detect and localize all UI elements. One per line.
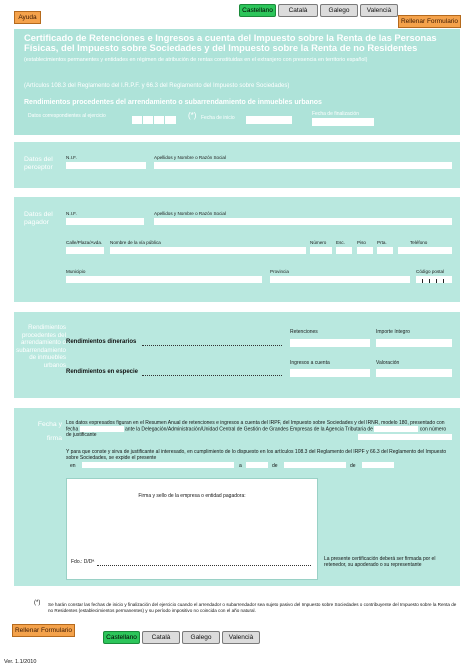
- perceptor-title: Datos del perceptor: [24, 156, 53, 171]
- street-field[interactable]: [110, 247, 306, 254]
- period-year-cells[interactable]: [132, 116, 176, 124]
- year-field[interactable]: [362, 462, 394, 468]
- perceptor-nif-field[interactable]: [66, 162, 146, 169]
- province-field[interactable]: [270, 276, 410, 283]
- lang-galego-top[interactable]: Galego: [320, 4, 358, 17]
- lang-valencia-top[interactable]: Valencià: [360, 4, 398, 17]
- asterisk-mark: (*): [188, 111, 197, 120]
- door-field[interactable]: [377, 247, 393, 254]
- version-label: Ver. 1.1/2010: [4, 659, 37, 665]
- signature-box[interactable]: [66, 478, 318, 580]
- number-label: Número: [310, 240, 327, 245]
- number-field[interactable]: [310, 247, 332, 254]
- rendimientos-panel: [14, 312, 460, 398]
- floor-label: Piso: [357, 240, 366, 245]
- municipality-label: Municipio: [66, 269, 86, 274]
- valoracion-label: Valoración: [376, 360, 400, 366]
- pagador-panel: [14, 197, 460, 302]
- receipt-number-field[interactable]: [358, 434, 452, 440]
- money-leader: [142, 345, 282, 346]
- lang-valencia-bottom[interactable]: Valencià: [222, 631, 260, 644]
- signer-label: Fdo.: D/Dª: [71, 559, 95, 565]
- street-type-label: Calle/Plaza/Avda.: [66, 240, 103, 245]
- province-label: Provincia: [270, 269, 289, 274]
- footnote-text: Se harán constar las fechas de inicio y finalización del ejercicio cuando el arrendador o subarrendador sea sujeto pasivo del Impuesto sobre Sociedades o contribuyente del Impuesto sobre la Renta de no Residentes (establecimientos permanentes) y su período impositivo no coincida con el año natural.: [48, 602, 457, 613]
- perceptor-panel: [14, 142, 460, 188]
- signature-note: La presente certificación deberá ser firmada por el retenedor, su apoderado o su representante: [324, 556, 436, 568]
- footnote-mark: (*): [34, 600, 41, 606]
- form-subtitle: Rendimientos procedentes del arrendamiento o subarrendamiento de inmuebles urbanos: [24, 99, 322, 106]
- importe-field[interactable]: [376, 339, 452, 347]
- municipality-field[interactable]: [66, 276, 262, 283]
- articles-note: (Artículos 108.3 del Reglamento del I.R.P.F. y 66.3 del Reglamento del Impuesto sobre Sociedades): [24, 83, 290, 89]
- stair-label: Esc.: [336, 240, 345, 245]
- place-field[interactable]: [82, 462, 234, 468]
- perceptor-name-label: Apellidos y Nombre o Razón Social: [154, 155, 227, 160]
- phone-label: Teléfono: [410, 240, 428, 245]
- perceptor-nif-label: N.I.F.: [66, 155, 77, 160]
- fill-form-button-bottom[interactable]: Rellenar Formulario: [12, 624, 75, 637]
- postcode-field[interactable]: [416, 276, 452, 283]
- floor-field[interactable]: [357, 247, 373, 254]
- stair-field[interactable]: [336, 247, 352, 254]
- lang-catala-top[interactable]: Català: [278, 4, 318, 17]
- door-label: Prta.: [377, 240, 387, 245]
- pagador-title: Datos del pagador: [24, 211, 53, 226]
- signer-line: [97, 565, 311, 566]
- valoracion-field[interactable]: [376, 369, 452, 377]
- street-label: Nombre de la vía pública: [110, 240, 161, 245]
- street-type-field[interactable]: [66, 247, 104, 254]
- de1-label: de: [272, 463, 278, 469]
- start-date-field[interactable]: [246, 116, 292, 124]
- kind-leader: [142, 375, 282, 376]
- perceptor-name-field[interactable]: [154, 162, 452, 169]
- ingresos-field[interactable]: [290, 369, 370, 377]
- ingresos-label: Ingresos a cuenta: [290, 360, 330, 366]
- retenciones-label: Retenciones: [290, 329, 318, 335]
- firma-panel: [14, 408, 460, 586]
- retenciones-field[interactable]: [290, 339, 370, 347]
- help-button[interactable]: Ayuda: [14, 11, 41, 24]
- pagador-nif-label: N.I.F.: [66, 211, 77, 216]
- kind-label: Rendimientos en especie: [66, 369, 139, 375]
- de2-label: de: [350, 463, 356, 469]
- end-date-label: Fecha de finalización: [312, 111, 359, 117]
- period-label: Datos correspondientes al ejercicio: [28, 113, 106, 119]
- lang-castellano-top[interactable]: Castellano: [239, 4, 276, 17]
- lang-castellano-bottom[interactable]: Castellano: [103, 631, 140, 644]
- firma-title: Fecha y firma: [37, 421, 62, 442]
- money-label: Rendimientos dinerarios: [66, 339, 137, 345]
- postcode-label: Código postal: [416, 269, 445, 274]
- firma-paragraph-2: Y para que conste y sirva de justificante al interesado, en cumplimiento de lo dispuesto en los artículos 108.3 del Reglamento del IRPF y 66.3 del Reglamento del Impuesto sobre Sociedades, se expide el presente: [66, 449, 447, 461]
- pagador-name-field[interactable]: [154, 218, 452, 225]
- pagador-nif-field[interactable]: [66, 218, 144, 225]
- start-date-label: Fecha de inicio: [201, 115, 235, 121]
- firma-para1a: Los datos expresados figuran en el Resumen Anual de retenciones e ingresos a cuenta del IRPF, del Impuesto sobre Sociedades y del IRNR, modelo 180, presentado con fecha: [66, 420, 445, 433]
- rendimientos-title: Rendimientos procedentes del arrendamiento o subarrendamiento de inmuebles urbanos: [16, 324, 66, 369]
- end-date-field[interactable]: [312, 118, 374, 126]
- seal-label: Firma y sello de la empresa o entidad pagadora:: [138, 493, 246, 499]
- agency-field[interactable]: [374, 426, 418, 432]
- firma-para1c: con número de justificante: [66, 426, 447, 439]
- importe-label: Importe íntegro: [376, 329, 410, 335]
- day-field[interactable]: [246, 462, 268, 468]
- presentation-date-field[interactable]: [80, 426, 124, 432]
- lang-catala-bottom[interactable]: Català: [142, 631, 180, 644]
- lang-galego-bottom[interactable]: Galego: [182, 631, 220, 644]
- month-field[interactable]: [284, 462, 346, 468]
- en-label: en: [70, 463, 76, 469]
- title-note: (establecimientos permanentes y entidades en régimen de atribución de rentas constituidas en el extranjero con presencia en territorio español): [24, 57, 368, 63]
- fill-form-button-top[interactable]: Rellenar Formulario: [398, 15, 461, 28]
- phone-field[interactable]: [398, 247, 452, 254]
- form-title: Certificado de Retenciones e Ingresos a cuenta del Impuesto sobre la Renta de las Personas Físicas, del Impuesto sobre Sociedades y del Impuesto sobre la Renta de no Residentes (establecimientos permanentes y entidades en régimen de atribución de rentas constituidas en el extranjero con presencia en territorio español): [24, 32, 437, 63]
- firma-para1b: ante la Delegación/Administración/Unidad Central de Gestión de Grandes Empresas de la Agencia Tributaria de: [125, 426, 373, 433]
- a-label: a: [239, 463, 242, 469]
- pagador-name-label: Apellidos y Nombre o Razón Social: [154, 211, 227, 216]
- header-panel: [14, 29, 460, 135]
